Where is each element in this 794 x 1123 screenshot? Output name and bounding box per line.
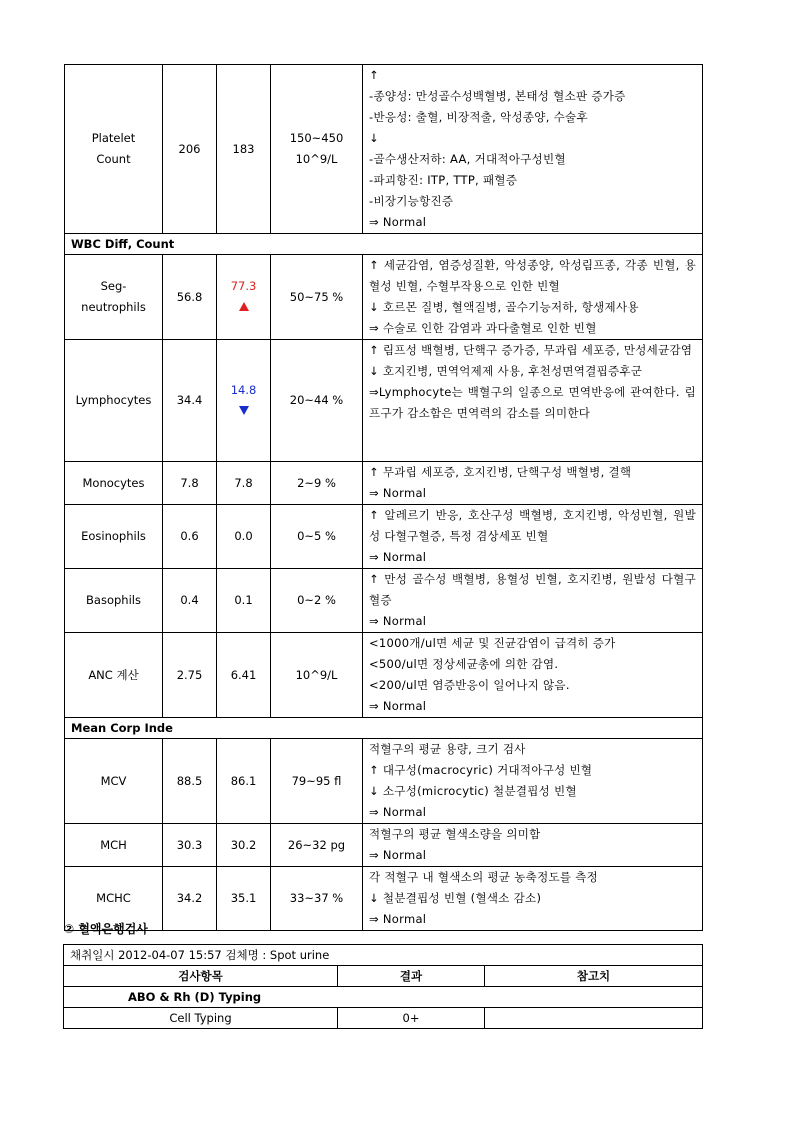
reference-range — [271, 462, 363, 505]
interpretation-line: ↓ 호지킨병, 면역억제제 사용, 후천성면역결핍증후군 — [369, 364, 643, 378]
interpretation-line: ↓ 소구성(microcytic) 철분결핍성 빈혈 — [369, 784, 577, 798]
previous-value: 0.4 — [163, 569, 217, 633]
test-name-line: Basophils — [86, 593, 141, 607]
interpretation-line: ↓ 철분결핍성 빈혈 (혈색소 감소) — [369, 891, 542, 905]
test-name-line: neutrophils — [81, 300, 146, 314]
test-name-line: ANC 계산 — [88, 667, 139, 682]
interpretation-line: ⇒ Normal — [369, 614, 427, 628]
current-value-cell — [217, 867, 271, 931]
reference-line: 20~44 % — [289, 393, 344, 407]
current-value: 0.1 — [234, 593, 253, 607]
current-value: 86.1 — [230, 773, 257, 788]
reference-range — [271, 824, 363, 867]
current-value-cell — [217, 505, 271, 569]
interpretation-line: ⇒ Normal — [369, 805, 427, 819]
interpretation — [363, 65, 703, 234]
interpretation — [363, 824, 703, 867]
lab-row — [65, 824, 703, 867]
previous-value: 88.5 — [163, 739, 217, 824]
interpretation-line: ⇒ Normal — [369, 486, 427, 500]
interpretation-line: ↑ 림프성 백혈병, 단핵구 증가증, 무과립 세포증, 만성세균감염 — [369, 343, 693, 357]
current-value: 77.3 — [230, 279, 257, 293]
interpretation-line: -종양성: 만성골수성백혈병, 본태성 혈소판 증가증 — [369, 89, 626, 103]
header-result: 결과 — [338, 966, 485, 987]
interpretation-line: -골수생산저하: AA, 거대적아구성빈혈 — [369, 152, 566, 166]
reference-line: 0~5 % — [297, 529, 336, 543]
interpretation-line: ↑ 대구성(macrocyric) 거대적아구성 빈혈 — [369, 763, 593, 777]
current-value: 35.1 — [230, 891, 257, 905]
section-title: WBC Diff, Count — [65, 234, 703, 255]
reference-line: 0~2 % — [297, 593, 336, 607]
test-name — [65, 462, 163, 505]
interpretation-line: -파괴항진: ITP, TTP, 패혈증 — [369, 173, 518, 187]
current-value-cell — [217, 569, 271, 633]
cell-typing-result: 0+ — [338, 1008, 485, 1029]
lab-row — [65, 633, 703, 718]
current-value-cell — [217, 633, 271, 718]
lab-results-table — [64, 64, 703, 931]
interpretation-line: 적혈구의 평균 혈색소량을 의미함 — [369, 827, 541, 841]
test-name-line: Eosinophils — [81, 529, 146, 543]
high-flag-icon — [217, 297, 270, 318]
interpretation-line: ⇒ Normal — [369, 215, 427, 229]
current-value-cell — [217, 340, 271, 462]
blood-bank-header-row — [64, 966, 703, 987]
test-name-line: MCHC — [96, 891, 131, 905]
section-row — [65, 718, 703, 739]
interpretation-line: ↑ 만성 골수성 백혈병, 용혈성 빈혈, 호지킨병, 원발성 다혈구혈증 — [369, 572, 696, 607]
current-value: 14.8 — [230, 382, 257, 397]
interpretation — [363, 633, 703, 718]
test-name — [65, 65, 163, 234]
interpretation — [363, 569, 703, 633]
interpretation-line: ↑ 알레르기 반응, 호산구성 백혈병, 호지킨병, 악성빈혈, 원발성 다혈구혈증, 특정 겸상세포 빈혈 — [369, 508, 696, 543]
interpretation — [363, 462, 703, 505]
previous-value: 34.2 — [163, 867, 217, 931]
lab-row — [65, 505, 703, 569]
cell-typing-reference — [485, 1008, 703, 1029]
lab-row — [65, 739, 703, 824]
previous-value: 0.6 — [163, 505, 217, 569]
interpretation — [363, 739, 703, 824]
test-name — [65, 340, 163, 462]
lab-row — [65, 462, 703, 505]
test-name — [65, 824, 163, 867]
interpretation — [363, 255, 703, 340]
lab-row — [65, 65, 703, 234]
reference-range — [271, 255, 363, 340]
low-flag-icon — [217, 401, 270, 422]
reference-range — [271, 65, 363, 234]
previous-value: 206 — [163, 65, 217, 234]
reference-line: 26~32 pg — [287, 837, 346, 852]
test-name — [65, 255, 163, 340]
previous-value: 7.8 — [163, 462, 217, 505]
current-value: 30.2 — [230, 837, 257, 852]
interpretation-line: <500/ul면 정상세균총에 의한 감염. — [369, 657, 559, 671]
header-test-item: 검사항목 — [64, 966, 338, 987]
reference-line: 10^9/L — [295, 152, 338, 166]
interpretation-line: ⇒ 수술로 인한 감염과 과다출혈로 인한 빈혈 — [369, 321, 597, 335]
interpretation-line: ⇒ Normal — [369, 699, 427, 713]
reference-line: 150~450 — [289, 131, 344, 145]
test-name — [65, 569, 163, 633]
section-row — [65, 234, 703, 255]
current-value-cell — [217, 739, 271, 824]
interpretation-line: ↑ — [369, 68, 379, 82]
interpretation-line: ⇒Lymphocyte는 백혈구의 일종으로 면역반응에 관여한다. 림프구가 감소함은 면역력의 감소를 의미한다 — [369, 385, 696, 420]
interpretation-line: 적혈구의 평균 용량, 크기 검사 — [369, 742, 526, 756]
reference-range — [271, 569, 363, 633]
reference-line: 33~37 % — [289, 891, 344, 905]
interpretation-line: ⇒ Normal — [369, 550, 427, 564]
test-name — [65, 505, 163, 569]
blood-bank-item-row — [64, 1008, 703, 1029]
interpretation — [363, 505, 703, 569]
interpretation-line: ↑ 세균감염, 염증성질환, 악성종양, 악성림프종, 각종 빈혈, 용혈성 빈혈, 수혈부작용으로 인한 빈혈 — [369, 258, 696, 293]
reference-line: 2~9 % — [297, 475, 336, 490]
reference-line: 50~75 % — [289, 289, 344, 304]
current-value: 183 — [232, 141, 255, 156]
current-value: 6.41 — [230, 667, 257, 682]
reference-line: 10^9/L — [295, 667, 338, 682]
current-value-cell — [217, 824, 271, 867]
section-title: Mean Corp Inde — [65, 718, 703, 739]
collection-info: 채취일시 2012-04-07 15:57 검체명 : Spot urine — [64, 945, 703, 966]
test-name-line: MCH — [100, 837, 127, 852]
interpretation-line: ↓ 호르몬 질병, 혈액질병, 골수기능저하, 항생제사용 — [369, 300, 639, 314]
interpretation-line: -반응성: 출혈, 비장적출, 악성종양, 수술후 — [369, 110, 588, 124]
header-reference: 참고치 — [485, 966, 703, 987]
test-name-line: Seg- — [100, 279, 127, 293]
current-value: 7.8 — [234, 475, 253, 490]
blood-bank-group-row — [64, 987, 703, 1008]
interpretation-line: <1000개/ul면 세균 및 진균감염이 급격히 증가 — [369, 636, 616, 650]
blood-bank-table — [63, 944, 703, 1029]
abo-rh-typing-group: ABO & Rh (D) Typing — [64, 987, 703, 1008]
current-value-cell — [217, 255, 271, 340]
interpretation — [363, 867, 703, 931]
reference-line: 79~95 fl — [291, 773, 342, 788]
lab-row — [65, 867, 703, 931]
reference-range — [271, 739, 363, 824]
interpretation — [363, 340, 703, 462]
cell-typing-name: Cell Typing — [64, 1008, 338, 1029]
test-name-line: Platelet — [91, 131, 136, 145]
previous-value: 2.75 — [163, 633, 217, 718]
test-name-line: MCV — [100, 773, 127, 788]
reference-range — [271, 340, 363, 462]
current-value-cell — [217, 462, 271, 505]
interpretation-line: 각 적혈구 내 혈색소의 평균 농축정도를 측정 — [369, 870, 599, 884]
lab-row — [65, 255, 703, 340]
test-name-line: Lymphocytes — [75, 393, 152, 407]
blood-bank-title: ② 혈액은행검사 — [64, 922, 148, 936]
interpretation-line: ↓ — [369, 131, 379, 145]
reference-range — [271, 633, 363, 718]
test-name-line: Count — [96, 152, 131, 166]
current-value: 0.0 — [234, 529, 253, 543]
current-value-cell — [217, 65, 271, 234]
interpretation-line: ↑ 무과립 세포증, 호지킨병, 단핵구성 백혈병, 결핵 — [369, 465, 632, 479]
test-name — [65, 633, 163, 718]
test-name — [65, 739, 163, 824]
lab-results-body — [65, 65, 703, 931]
reference-range — [271, 505, 363, 569]
interpretation-line: ⇒ Normal — [369, 912, 427, 926]
interpretation-line: -비장기능항진증 — [369, 194, 454, 208]
lab-row — [65, 340, 703, 462]
interpretation-line: ⇒ Normal — [369, 848, 427, 862]
previous-value: 34.4 — [163, 340, 217, 462]
reference-range — [271, 867, 363, 931]
interpretation-line: <200/ul면 염증반응이 일어나지 않음. — [369, 678, 570, 692]
test-name-line: Monocytes — [82, 475, 145, 490]
blood-bank-info-row — [64, 945, 703, 966]
previous-value: 30.3 — [163, 824, 217, 867]
previous-value: 56.8 — [163, 255, 217, 340]
lab-row — [65, 569, 703, 633]
